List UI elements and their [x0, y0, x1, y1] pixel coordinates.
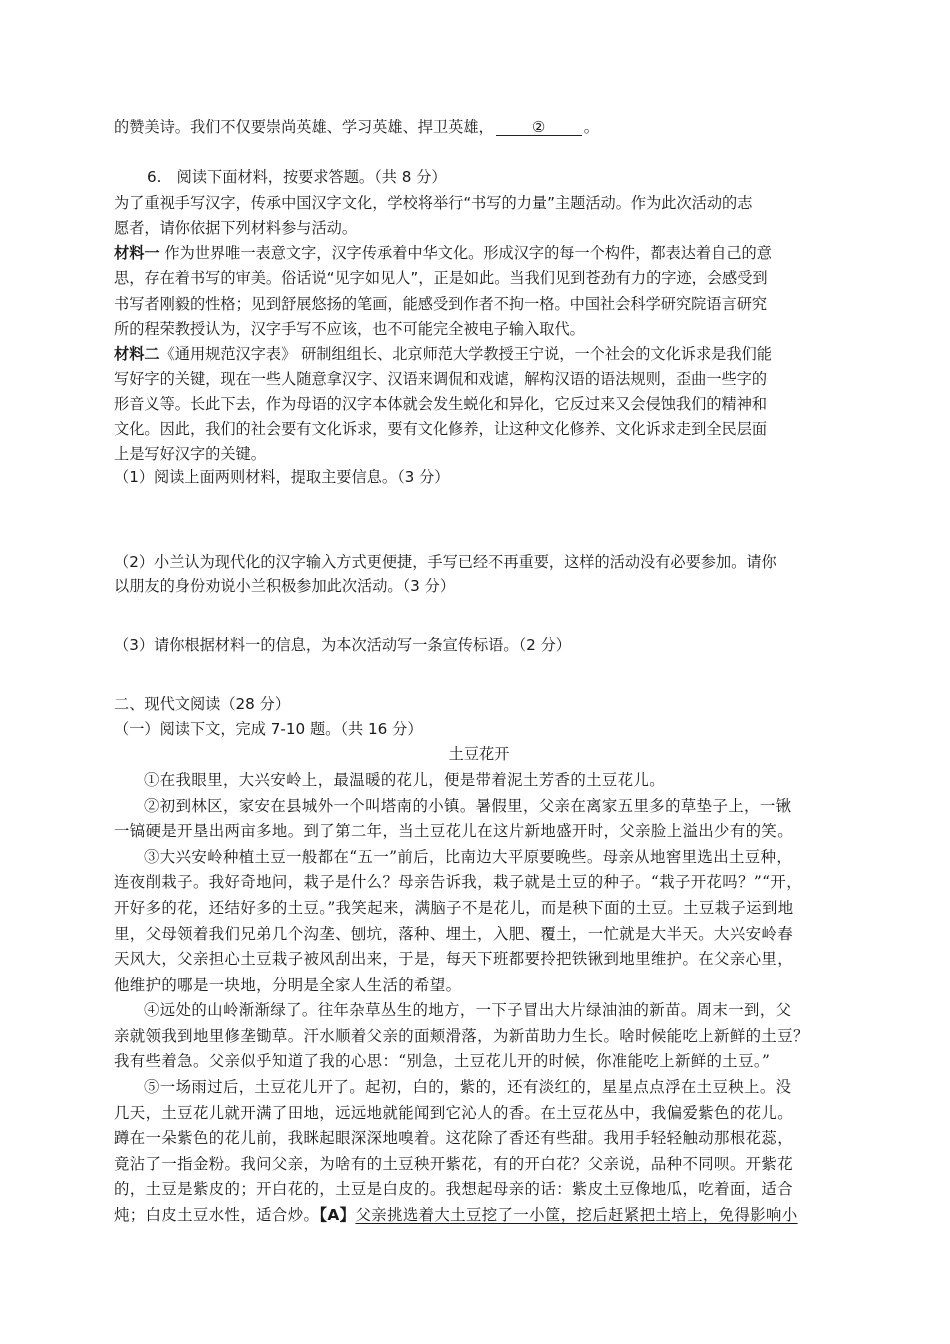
- q6-sub2-line: （2）小兰认为现代化的汉字输入方式更便捷，手写已经不再重要，这样的活动没有必要参加。请你: [114, 553, 777, 571]
- q6-sub2-line: 以朋友的身份劝说小兰积极参加此次活动。（3 分）: [114, 577, 456, 595]
- article-line: 连夜削栽子。我好奇地问，栽子是什么？母亲告诉我，栽子就是土豆的种子。“栽子开花吗？”“开，: [114, 873, 803, 891]
- article-line: 亲就领我到地里修垄锄草。汗水顺着父亲的面颊滑落，为新苗助力生长。啥时候能吃上新鲜的土豆？: [114, 1027, 809, 1045]
- article-line: 天风大，父亲担心土豆栽子被风刮出来，于是，每天下班都要拎把铁锹到地里维护。在父亲心里，: [114, 950, 793, 968]
- material2-label: 材料二: [114, 345, 160, 363]
- article-title: 土豆花开: [448, 745, 510, 763]
- q6-sub1: （1）阅读上面两则材料，提取主要信息。（3 分）: [114, 468, 450, 486]
- material1-line: 材料一 作为世界唯一表意文字，汉字传承着中华文化。形成汉字的每一个构件，都表达着自己的意: [114, 244, 772, 262]
- q6-intro-line: 为了重视手写汉字，传承中国汉字文化，学校将举行“书写的力量”主题活动。作为此次活动的志: [114, 194, 753, 212]
- q6-sub3: （3）请你根据材料一的信息，为本次活动写一条宣传标语。（2 分）: [114, 636, 571, 654]
- answer-blank: ②: [496, 119, 582, 136]
- material2-line: 文化。因此，我们的社会要有文化诉求，要有文化修养，让这种文化修养、文化诉求走到全民层面: [114, 420, 768, 438]
- material1-line: 书写者刚毅的性格；见到舒展悠扬的笔画，能感受到作者不拘一格。中国社会科学研究院语言研究: [114, 295, 768, 313]
- material1-label: 材料一: [114, 244, 160, 262]
- q6-heading: 6. 阅读下面材料，按要求答题。（共 8 分）: [147, 168, 447, 186]
- article-paragraph: ②初到林区，家安在县城外一个叫塔南的小镇。暑假里，父亲在离家五里多的草垫子上，一锹: [144, 797, 792, 815]
- article-paragraph: ⑤一场雨过后，土豆花儿开了。起初，白的，紫的，还有淡红的，星星点点浮在土豆秧上。没: [144, 1078, 792, 1096]
- material1-line: 所的程荣教授认为，汉字手写不应该，也不可能完全被电子输入取代。: [114, 320, 585, 338]
- article-line: 我有些着急。父亲似乎知道了我的心思：“别急，土豆花儿开的时候，你准能吃上新鲜的土豆。”: [114, 1052, 771, 1070]
- article-line: 开好多的花，还结好多的土豆。”我笑起来，满脑子不是花儿，而是秧下面的土豆。土豆栽子运到地: [114, 899, 794, 917]
- article-line: 几天，土豆花儿就开满了田地，远远地就能闻到它沁人的香。在土豆花丛中，我偏爱紫色的花儿。: [114, 1104, 793, 1122]
- article-line: 他维护的哪是一块地，分明是全家人生活的希望。: [114, 976, 462, 994]
- article-line: 炖；白皮土豆水性，适合炒。【A】父亲挑选着大土豆挖了一小筐，挖后赶紧把土培上，免得影响小: [114, 1206, 798, 1224]
- article-line: 蹲在一朵紫色的花儿前，我眯起眼深深地嗅着。这花除了香还有些甜。我用手轻轻触动那根花蕊，: [114, 1129, 793, 1147]
- part-instruction: （一）阅读下文，完成 7-10 题。（共 16 分）: [114, 720, 423, 738]
- article-paragraph: ③大兴安岭种植土豆一般都在“五一”前后，比南边大平原要晚些。母亲从地窖里选出土豆种，: [144, 848, 793, 866]
- q6-intro-line: 愿者，请你依据下列材料参与活动。: [114, 219, 357, 237]
- article-paragraph: ①在我眼里，大兴安岭上，最温暖的花儿，便是带着泥土芳香的土豆花儿。: [144, 771, 666, 789]
- section-heading: 二、现代文阅读（28 分）: [114, 695, 291, 713]
- material2-line: 材料二《通用规范汉字表》 研制组组长、北京师范大学教授王宁说，一个社会的文化诉求是我们能: [114, 345, 772, 363]
- annotation-mark-a: 【A】: [319, 1206, 356, 1224]
- previous-question-tail: 的赞美诗。我们不仅要崇尚英雄、学习英雄、捍卫英雄， ② 。: [114, 118, 599, 136]
- material2-line: 上是写好汉字的关键。: [114, 445, 266, 463]
- material2-line: 写好字的关键，现在一些人随意拿汉字、汉语来调侃和戏谑，解构汉语的语法规则，歪曲一些字的: [114, 370, 768, 388]
- material1-line: 思，存在着书写的审美。俗话说“见字如见人”，正是如此。当我们见到苍劲有力的字迹，会感受到: [114, 269, 768, 287]
- material2-line: 形音义等。长此下去，作为母语的汉字本体就会发生蜕化和异化，它反过来又会侵蚀我们的精神和: [114, 395, 768, 413]
- article-line: 的，土豆是紫皮的；开白花的，土豆是白皮的。我想起母亲的话：紫皮土豆像地瓜，吃着面，适合: [114, 1180, 793, 1198]
- article-line: 一镐硬是开垦出两亩多地。到了第二年，当土豆花儿在这片新地盛开时，父亲脸上溢出少有的笑。: [114, 822, 793, 840]
- article-line: 竟沾了一指金粉。我问父亲，为啥有的土豆秧开紫花，有的开白花？父亲说，品种不同呗。开紫花: [114, 1155, 793, 1173]
- article-line: 里，父母领着我们兄弟几个沟垄、刨坑，落种、埋土，入肥、覆土，一忙就是大半天。大兴安岭春: [114, 925, 793, 943]
- underlined-sentence: 父亲挑选着大土豆挖了一小筐，挖后赶紧把土培上，免得影响小: [355, 1206, 798, 1224]
- article-paragraph: ④远处的山岭渐渐绿了。往年杂草丛生的地方，一下子冒出大片绿油油的新苗。周末一到，父: [144, 1001, 792, 1019]
